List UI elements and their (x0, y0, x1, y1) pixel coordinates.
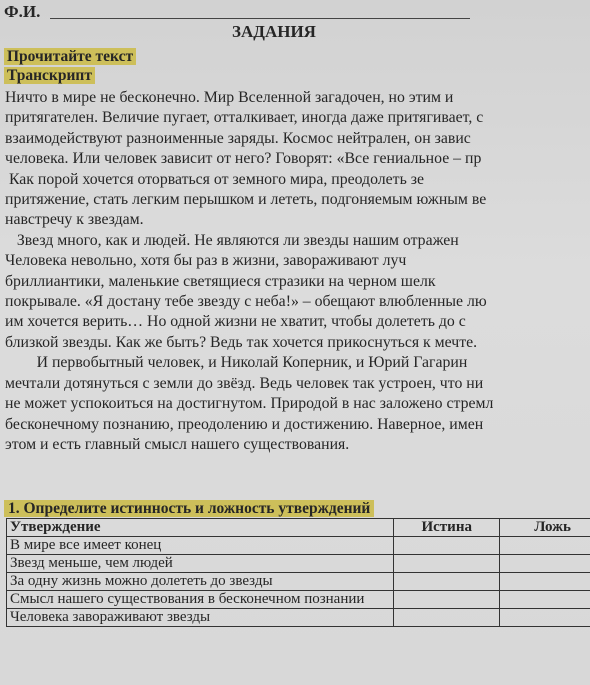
text-line: взаимодействуют разноименные заряды. Космос нейтрален, он завис (5, 129, 471, 147)
statement-cell: Звезд меньше, чем людей (7, 555, 394, 573)
table-row (7, 555, 590, 573)
read-text-label: Прочитайте текст (4, 48, 136, 65)
text-line: Ничто в мире не бесконечно. Мир Вселенной загадочен, но этим и (5, 89, 454, 106)
statement-cell: В мире все имеет конец (7, 537, 394, 555)
statement-cell: За одну жизнь можно долететь до звезды (7, 573, 394, 591)
page-title: ЗАДАНИЯ (232, 22, 316, 41)
true-answer-cell[interactable] (394, 555, 500, 573)
statement-cell: Смысл нашего существования в бесконечном познании (7, 591, 394, 609)
false-answer-cell[interactable] (500, 537, 590, 555)
text-line: бесконечному познанию, преодолению и достижению. Наверное, имен (5, 415, 484, 433)
false-answer-cell[interactable] (500, 591, 590, 609)
table-row (7, 573, 590, 591)
text-line: не может успокоиться на достигнутом. Природой в нас заложено стремл (5, 395, 494, 413)
text-line: этом и есть главный смысл нашего существования. (5, 435, 350, 453)
table-header-row (7, 519, 590, 537)
task-title: 1. Определите истинность и ложность утверждений (4, 500, 374, 517)
text-line: навстречу к звездам. (5, 211, 144, 229)
reading-text (5, 88, 590, 455)
header-statement: Утверждение (7, 519, 394, 537)
text-line: мечтали дотянуться с земли до звёзд. Ведь человек так устроен, что ни (5, 374, 484, 392)
true-answer-cell[interactable] (394, 573, 500, 591)
header-false: Ложь (500, 519, 590, 537)
true-answer-cell[interactable] (394, 537, 500, 555)
table-row (7, 609, 590, 627)
table-row (7, 591, 590, 609)
true-answer-cell[interactable] (394, 591, 500, 609)
text-line: Звезд много, как и людей. Не являются ли звезды нашим отражен (5, 231, 459, 249)
false-answer-cell[interactable] (500, 555, 590, 573)
text-line: Как порой хочется оторваться от земного мира, преодолеть зе (5, 170, 424, 188)
text-line: покрывале. «Я достану тебе звезду с неба!» – обещают влюбленные лю (5, 293, 487, 311)
text-line: близкой звезды. Как же быть? Ведь так хочется прикоснуться к мечте. (5, 333, 478, 351)
text-line: притягателен. Величие пугает, отталкивает, иногда даже притягивает, с (5, 109, 484, 127)
header-true: Истина (394, 519, 500, 537)
text-line: притяжение, стать легким перышком и лететь, подгоняемым южным ве (5, 191, 487, 209)
statement-cell: Человека завораживают звезды (7, 609, 394, 627)
text-line: И первобытный человек, и Николай Коперник, и Юрий Гагарин (5, 354, 468, 372)
text-line: бриллиантики, маленькие светящиеся стразики на черном шелк (5, 272, 436, 290)
text-line: человека. Или человек зависит от него? Говорят: «Все гениальное – пр (5, 150, 482, 168)
fio-label: Ф.И. (4, 2, 41, 21)
transcript-label: Транскрипт (4, 67, 95, 84)
text-line: Человека невольно, хотя бы раз в жизни, завораживают луч (5, 252, 407, 270)
text-line: им хочется верить… Но одной жизни не хватит, чтобы долететь до с (5, 313, 466, 331)
false-answer-cell[interactable] (500, 609, 590, 627)
true-false-table (6, 518, 590, 627)
false-answer-cell[interactable] (500, 573, 590, 591)
table-row (7, 537, 590, 555)
true-answer-cell[interactable] (394, 609, 500, 627)
fio-underline (50, 18, 470, 19)
